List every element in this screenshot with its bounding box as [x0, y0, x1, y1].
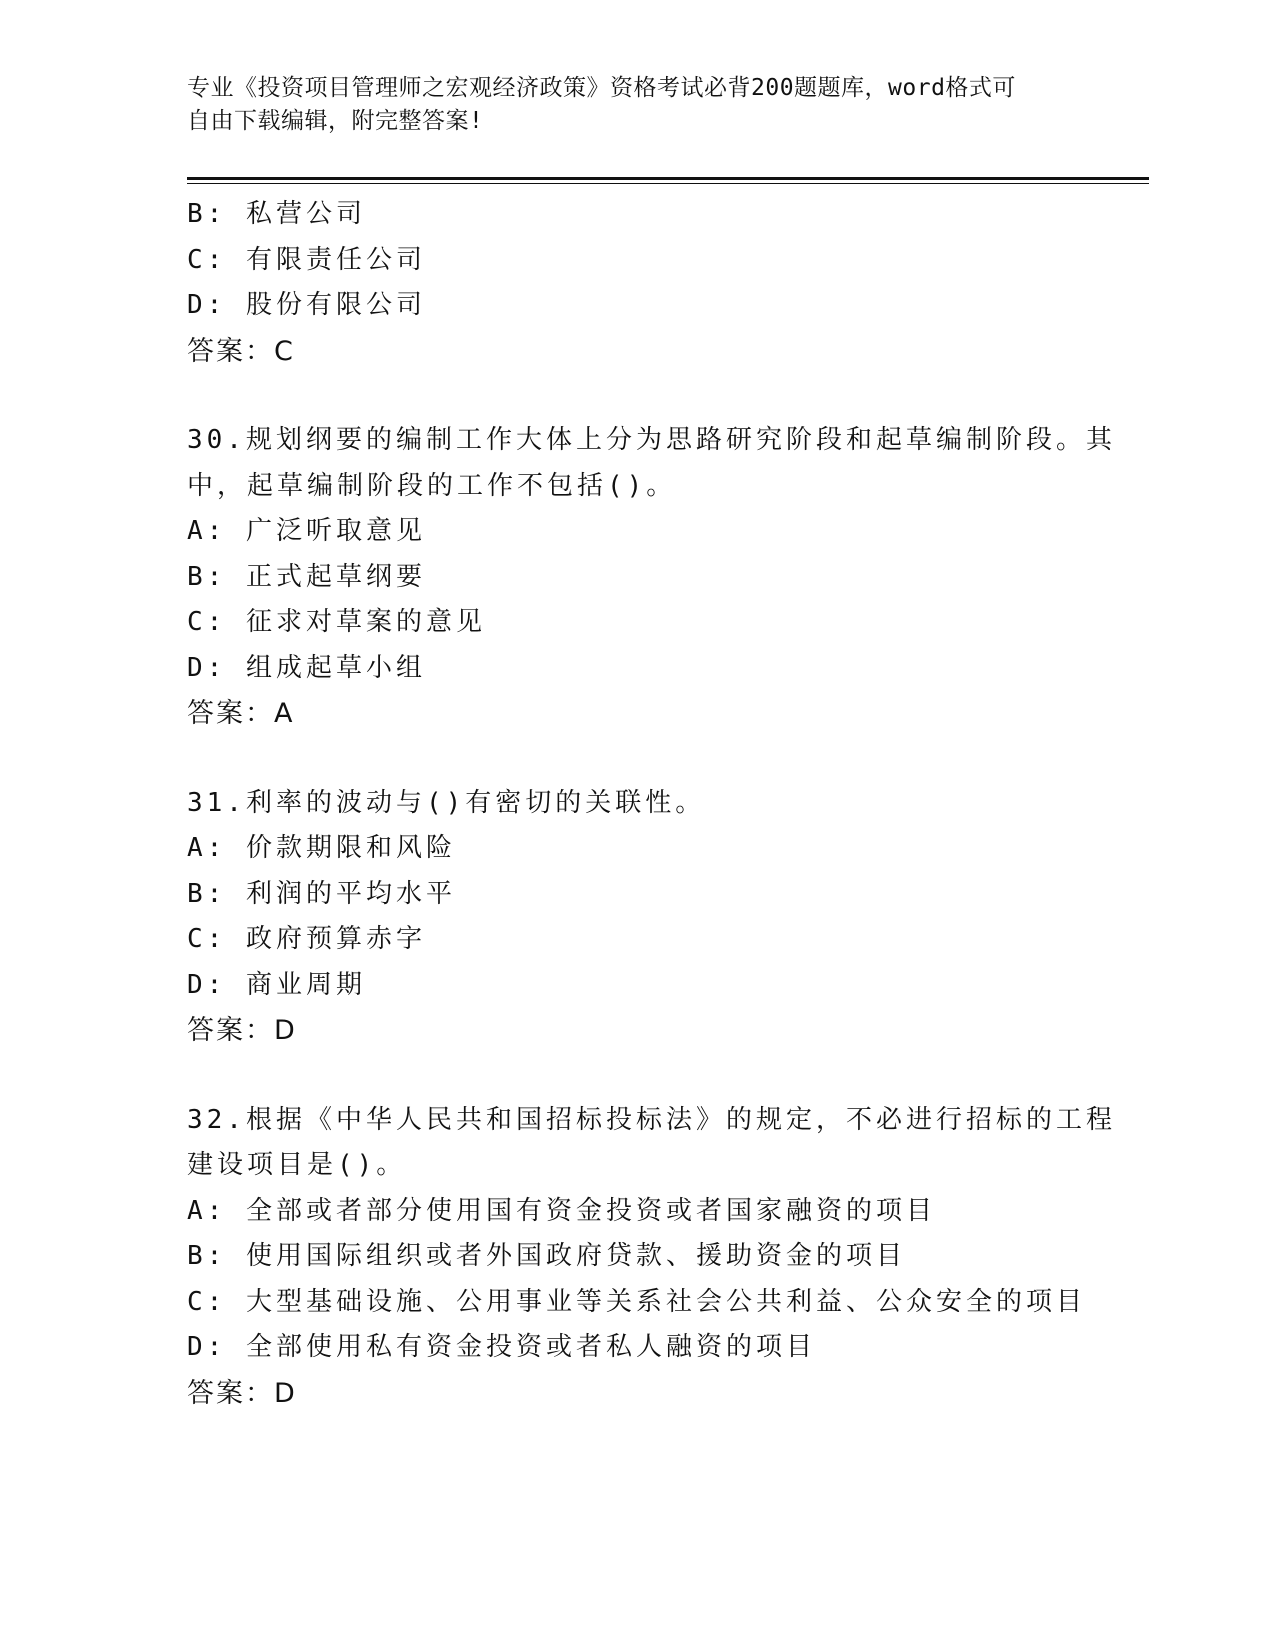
answer-line: 答案：D	[187, 1377, 297, 1409]
spacer	[187, 737, 1087, 781]
option-b: B: 私营公司	[187, 199, 366, 229]
option-d: D: 商业周期	[187, 969, 366, 1000]
header-rule-thin	[187, 183, 1149, 184]
option-b: B: 使用国际组织或者外国政府贷款、援助资金的项目	[187, 1241, 906, 1271]
header-rule-thick	[187, 177, 1149, 180]
question-stem-line: 32.根据《中华人民共和国招标投标法》的规定，不必进行招标的工程	[187, 1104, 1116, 1135]
option-b: B: 正式起草纲要	[187, 561, 426, 592]
answer-line: 答案：D	[187, 1015, 297, 1046]
page-header	[187, 72, 1067, 138]
answer-line: 答案：A	[187, 698, 295, 729]
option-c: C: 大型基础设施、公用事业等关系社会公共利益、公众安全的项目	[187, 1286, 1086, 1317]
option-b: B: 利润的平均水平	[187, 878, 456, 909]
option-a: A: 全部或者部分使用国有资金投资或者国家融资的项目	[187, 1195, 936, 1226]
question-31	[187, 781, 1087, 1054]
question-stem-line: 30.规划纲要的编制工作大体上分为思路研究阶段和起草编制阶段。其	[187, 425, 1116, 455]
spacer	[187, 374, 1087, 418]
question-stem-line: 中，起草编制阶段的工作不包括()。	[187, 470, 677, 501]
option-c: C: 有限责任公司	[187, 244, 426, 275]
header-line-1: 专业《投资项目管理师之宏观经济政策》资格考试必背200题题库，word格式可	[187, 75, 1016, 101]
option-d: D: 组成起草小组	[187, 652, 426, 683]
question-stem-line: 31.利率的波动与()有密切的关联性。	[187, 787, 706, 818]
question-stem-line: 建设项目是()。	[187, 1150, 407, 1180]
option-c: C: 征求对草案的意见	[187, 607, 486, 637]
option-a: A: 价款期限和风险	[187, 833, 456, 863]
option-d: D: 全部使用私有资金投资或者私人融资的项目	[187, 1332, 816, 1362]
option-a: A: 广泛听取意见	[187, 516, 426, 546]
question-32	[187, 1098, 1116, 1417]
continued-question	[187, 192, 1087, 374]
option-c: C: 政府预算赤字	[187, 924, 426, 954]
header-line-2: 自由下载编辑，附完整答案!	[187, 108, 484, 134]
question-content	[187, 192, 1116, 1416]
spacer	[187, 1054, 1087, 1098]
option-d: D: 股份有限公司	[187, 290, 426, 320]
question-30	[187, 418, 1116, 737]
answer-line: 答案：C	[187, 335, 295, 367]
